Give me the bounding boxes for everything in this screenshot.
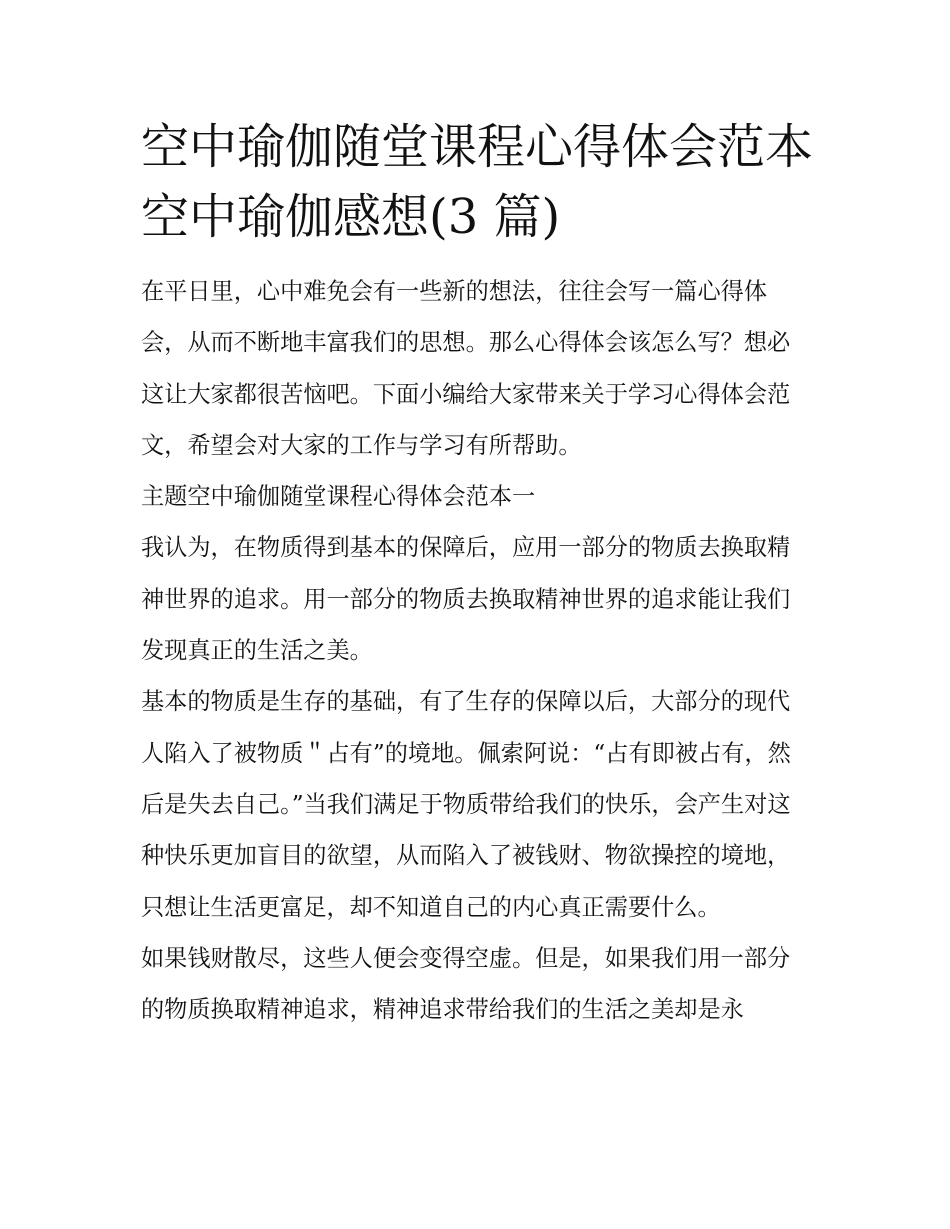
body-paragraph: 基本的物质是生存的基础，有了生存的保障以后，大部分的现代人陷入了被物质＂占有”的境地。佩索阿说：“占有即被占有，然后是失去自己。”当我们满足于物质带给我们的快乐，会产生对这种快乐更加盲目的欲望，从而陷入了被钱财、物欲操控的境地，只想让生活更富足，却不知道自己的内心真正需要什么。 bbox=[141, 688, 791, 921]
section-heading: 主题空中瑜伽随堂课程心得体会范本一 bbox=[141, 483, 536, 511]
document-page bbox=[141, 112, 813, 1035]
document-title: 空中瑜伽随堂课程心得体会范本 空中瑜伽感想(3 篇) bbox=[141, 119, 814, 245]
body-paragraph: 如果钱财散尽，这些人便会变得空虚。但是，如果我们用一部分的物质换取精神追求，精神追求带给我们的生活之美却是永 bbox=[141, 944, 791, 1024]
document-body bbox=[141, 266, 813, 1035]
intro-paragraph: 在平日里，心中难免会有一些新的想法，往往会写一篇心得体会，从而不断地丰富我们的思想。那么心得体会该怎么写？想必这让大家都很苦恼吧。下面小编给大家带来关于学习心得体会范文，希望会对大家的工作与学习有所帮助。 bbox=[141, 278, 791, 459]
body-paragraph: 我认为，在物质得到基本的保障后，应用一部分的物质去换取精神世界的追求。用一部分的物质去换取精神世界的追求能让我们发现真正的生活之美。 bbox=[141, 534, 791, 665]
